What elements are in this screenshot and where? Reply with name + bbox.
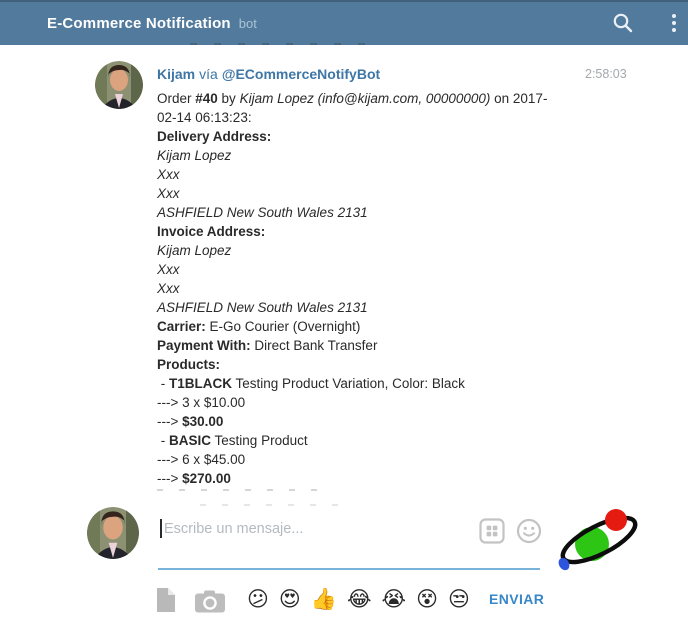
message-line: ---> 3 x $10.00 <box>157 395 246 410</box>
send-button[interactable]: ENVIAR <box>489 591 545 607</box>
truncated-message-line <box>200 504 350 506</box>
message-line: Xxx <box>157 262 180 277</box>
message-line: ---> 6 x $45.00 <box>157 452 246 467</box>
message-line: Order #40 by Kijam Lopez (info@kijam.com, 00000000) on 2017-02-14 06:13:23: <box>157 91 548 125</box>
chat-header-bar[interactable] <box>0 0 688 45</box>
message-line: - BASIC Testing Product <box>157 433 308 448</box>
message-input[interactable] <box>164 516 464 542</box>
bot-handle-link[interactable]: @ECommerceNotifyBot <box>221 66 381 82</box>
smiley-icon[interactable] <box>516 518 542 544</box>
search-icon[interactable] <box>611 11 635 35</box>
self-avatar <box>87 507 139 559</box>
emoji-1f62d[interactable]: 😭 <box>381 587 407 611</box>
message-line: ASHFIELD New South Wales 2131 <box>157 205 368 220</box>
emoji-row <box>247 587 470 611</box>
message-line: Carrier: E-Go Courier (Overnight) <box>157 319 361 334</box>
message-line: Xxx <box>157 186 180 201</box>
emoji-1f615[interactable]: 😕 <box>247 587 269 611</box>
menu-kebab-icon[interactable] <box>662 11 686 35</box>
emoji-1f60d[interactable]: 😍 <box>278 587 301 611</box>
emoji-1f44d[interactable]: 👍 <box>310 587 337 611</box>
message-line: Kijam Lopez <box>157 243 232 258</box>
message-line: Xxx <box>157 167 180 182</box>
kijam-logo <box>552 503 648 579</box>
message-timestamp: 2:58:03 <box>585 67 627 81</box>
message-line: Invoice Address: <box>157 224 266 239</box>
sender-avatar[interactable] <box>95 61 143 109</box>
input-underline <box>158 568 540 570</box>
message-line: Products: <box>157 357 221 372</box>
message-line: ---> $270.00 <box>157 471 231 486</box>
clipped-previous-message <box>190 43 380 45</box>
message-line: ---> $30.00 <box>157 414 224 429</box>
bot-keyboard-icon[interactable] <box>479 518 505 544</box>
message-line: Delivery Address: <box>157 129 272 144</box>
message-line: - T1BLACK Testing Product Variation, Color: Black <box>157 376 465 391</box>
message-body <box>157 89 561 488</box>
message-line: Xxx <box>157 281 180 296</box>
truncated-message-line <box>157 489 332 491</box>
chat-title: E-Commerce Notification <box>47 15 231 32</box>
text-caret <box>160 519 162 538</box>
camera-icon[interactable] <box>195 590 225 613</box>
sender-name-link[interactable]: Kijam <box>157 66 196 82</box>
emoji-1f635[interactable]: 😵 <box>416 587 438 611</box>
message-line: ASHFIELD New South Wales 2131 <box>157 300 368 315</box>
message-header <box>157 66 380 82</box>
emoji-1f612[interactable]: 😒 <box>447 587 470 611</box>
chat-subtitle-bot: bot <box>238 16 257 31</box>
message-line: Kijam Lopez <box>157 148 232 163</box>
emoji-1f602[interactable]: 😂 <box>346 587 372 611</box>
message-line: Payment With: Direct Bank Transfer <box>157 338 378 353</box>
file-icon[interactable] <box>155 587 177 613</box>
via-label: vía <box>199 66 218 82</box>
